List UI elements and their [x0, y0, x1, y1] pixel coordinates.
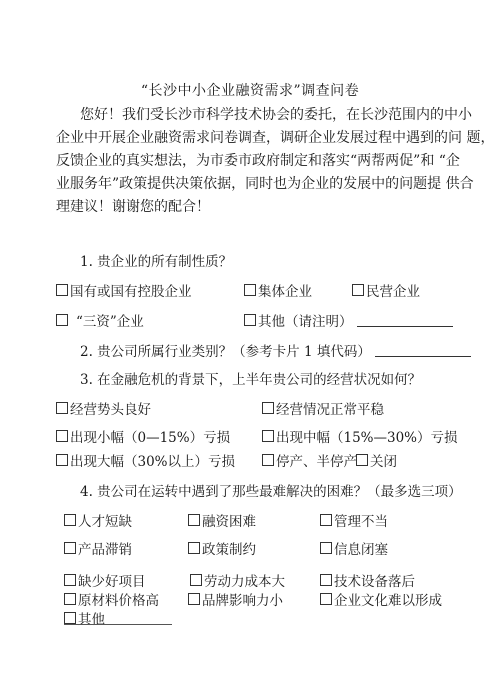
- checkbox[interactable]: [64, 612, 76, 624]
- checkbox[interactable]: [56, 454, 68, 466]
- checkbox[interactable]: [56, 430, 68, 442]
- checkbox[interactable]: [64, 542, 76, 554]
- q4-option-unsold[interactable]: 产品滞销: [64, 538, 132, 558]
- question-2: 2. 贵公司所属行业类别？（参考卡片 1 填代码）: [80, 340, 471, 360]
- q4-option-other[interactable]: 其他: [64, 608, 105, 628]
- survey-title: “长沙中小企业融资需求”调查问卷: [140, 83, 360, 99]
- checkbox[interactable]: [188, 542, 200, 554]
- q3-option-stable[interactable]: 经营情况正常平稳: [262, 398, 384, 418]
- q1-option-state-owned[interactable]: 国有或国有控股企业: [56, 280, 192, 300]
- checkbox[interactable]: [64, 574, 76, 586]
- checkbox[interactable]: [190, 574, 202, 586]
- q3-option-small-loss[interactable]: 出现小幅（0—15%）亏损: [56, 426, 230, 446]
- q3-option-suspended[interactable]: 停产、半停产: [262, 450, 357, 470]
- checkbox[interactable]: [262, 402, 274, 414]
- checkbox[interactable]: [320, 593, 332, 605]
- checkbox[interactable]: [244, 284, 256, 296]
- checkbox[interactable]: [188, 514, 200, 526]
- checkbox[interactable]: [244, 314, 256, 326]
- q3-option-medium-loss[interactable]: 出现中幅（15%—30%）亏损: [262, 426, 458, 446]
- checkbox[interactable]: [64, 514, 76, 526]
- intro-line: 业服务年”政策提供决策依据，同时也为企业的发展中的问题提 供合: [56, 176, 474, 192]
- intro-line: 理建议！谢谢您的配合！: [56, 199, 210, 215]
- q1-option-foreign-funded[interactable]: “三资”企业: [56, 310, 144, 330]
- q1-option-collective[interactable]: 集体企业: [244, 280, 312, 300]
- q4-option-management[interactable]: 管理不当: [320, 510, 388, 530]
- q3-option-good[interactable]: 经营势头良好: [56, 398, 151, 418]
- q4-option-technology[interactable]: 技术设备落后: [320, 570, 415, 590]
- q3-option-large-loss[interactable]: 出现大幅（30%以上）亏损: [56, 450, 235, 470]
- q1-option-other[interactable]: 其他（请注明）: [244, 310, 453, 330]
- question-4: 4. 贵公司在运转中遇到了那些最难解决的困难？（最多选三项）: [80, 484, 462, 500]
- checkbox[interactable]: [320, 542, 332, 554]
- q4-option-labor-cost[interactable]: 劳动力成本大: [190, 570, 285, 590]
- checkbox[interactable]: [320, 514, 332, 526]
- checkbox[interactable]: [64, 593, 76, 605]
- q4-option-talent[interactable]: 人才短缺: [64, 510, 132, 530]
- checkbox[interactable]: [56, 402, 68, 414]
- intro-line: 您好！我们受长沙市科学技术协会的委托，在长沙范围内的中小: [80, 107, 472, 123]
- q4-option-culture[interactable]: 企业文化难以形成: [320, 589, 442, 609]
- q1-other-blank[interactable]: [357, 313, 453, 327]
- q4-option-policy[interactable]: 政策制约: [188, 538, 256, 558]
- question-1: 1. 贵企业的所有制性质？: [80, 254, 233, 270]
- checkbox[interactable]: [56, 314, 68, 326]
- checkbox[interactable]: [356, 454, 368, 466]
- intro-line: 企业中开展企业融资需求问卷调查，调研企业发展过程中遇到的问 题，: [56, 130, 495, 146]
- checkbox[interactable]: [320, 574, 332, 586]
- q1-option-private[interactable]: 民营企业: [352, 280, 420, 300]
- intro-paragraph: [56, 104, 495, 219]
- checkbox[interactable]: [262, 454, 274, 466]
- checkbox[interactable]: [188, 593, 200, 605]
- q4-other-underline: [64, 624, 172, 625]
- checkbox[interactable]: [262, 430, 274, 442]
- intro-line: 反馈企业的真实想法，为市委市政府制定和落实“两帮两促”和 “企: [56, 153, 460, 169]
- question-3: 3. 在金融危机的背景下，上半年贵公司的经营状况如何？: [80, 372, 422, 388]
- q4-option-projects[interactable]: 缺少好项目: [64, 570, 146, 590]
- q4-option-financing[interactable]: 融资困难: [188, 510, 256, 530]
- q4-option-materials[interactable]: 原材料价格高: [64, 589, 159, 609]
- q4-option-information[interactable]: 信息闭塞: [320, 538, 388, 558]
- checkbox[interactable]: [352, 284, 364, 296]
- q4-option-brand[interactable]: 品牌影响力小: [188, 589, 283, 609]
- checkbox[interactable]: [56, 284, 68, 296]
- q3-option-closed[interactable]: 关闭: [356, 450, 397, 470]
- q2-answer-blank[interactable]: [375, 343, 471, 357]
